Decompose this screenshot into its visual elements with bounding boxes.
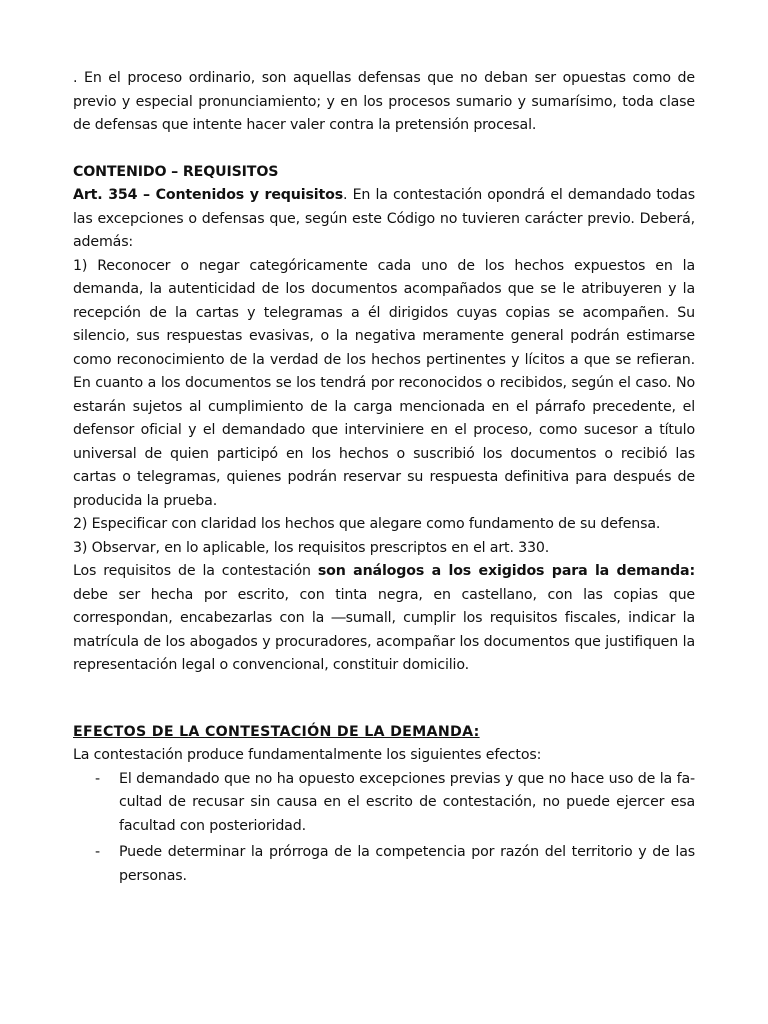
- bullet-dash: -: [95, 770, 100, 787]
- bullet-dash: -: [95, 844, 100, 860]
- intro-paragraph: . En el proceso ordinario, son aquellas defensas que no deban ser opuestas como de previo y especial pronunciamiento; y en los procesos sumario y sumarísimo, toda clase de defensas que intente hacer valer contra la pretensión procesal.: [73, 70, 695, 133]
- list-item-text: El demandado que no ha opuesto excepciones previas y que no hace uso de la fa-cultad de recusar sin causa en el escrito de contestación, no puede ejercer esa facultad con posterioridad.: [119, 770, 695, 834]
- list-item: [73, 841, 695, 888]
- section-efectos: [73, 721, 695, 889]
- list-item: [73, 768, 695, 839]
- article-354-text: . En la contestación opondrá el demandado todas las excepciones o defensas que, según este Código no tuvieren carácter previo. Deberá, además:: [73, 187, 695, 250]
- requirement-item-1: 1) Reconocer o negar categóricamente cada uno de los hechos expuestos en la demanda, la autenticidad de los documentos acompañados que se le atribuyeren y la recepción de la cartas y telegramas a él dirigidos cuyas copias se acompañen. Su silencio, sus respuestas evasivas, o la negativa meramente general podrán estimarse como reconocimiento de la verdad de los hechos pertinentes y lícitos a que se refieran. En cuanto a los documentos se los tendrá por reconocidos o recibidos, según el caso. No estarán sujetos al cumplimiento de la carga mencionada en el párrafo precedente, el defensor oficial y el demandado que interviniere en el proceso, como sucesor a título universal de quien participó en los hechos o suscribió los documentos o recibió las cartas o telegramas, quienes podrán reservar su respuesta definitiva para después de producida la prueba.: [73, 257, 695, 509]
- list-item-text: Puede determinar la prórroga de la competencia por razón del territorio y de las personas.: [119, 844, 695, 884]
- requirement-item-3: 3) Observar, en lo aplicable, los requisitos prescriptos en el art. 330.: [73, 539, 550, 556]
- section-contenido-requisitos: [73, 161, 695, 678]
- requirements-bold: son análogos a los exigidos para la demanda:: [317, 563, 695, 579]
- section-heading-contenido: CONTENIDO – REQUISITOS: [73, 163, 279, 180]
- document-page: [73, 67, 695, 888]
- requirements-suffix: debe ser hecha por escrito, con tinta negra, en castellano, con las copias que correspondan, encabezarlas con la ―sumall, cumplir los requisitos fiscales, indicar la matrícula de los abogados y procuradores, acompañar los documentos que justifiquen la representación legal o convencional, constituir domicilio.: [73, 586, 695, 673]
- efectos-intro: La contestación produce fundamentalmente los siguientes efectos:: [73, 747, 542, 763]
- article-354-label: Art. 354 – Contenidos y requisitos: [73, 187, 343, 203]
- requirements-prefix: Los requisitos de la contestación: [73, 563, 318, 579]
- efectos-list: [73, 768, 695, 889]
- requirements-paragraph: [73, 560, 695, 678]
- section-heading-efectos: EFECTOS DE LA CONTESTACIÓN DE LA DEMANDA:: [73, 723, 480, 740]
- article-354-paragraph: [73, 184, 695, 255]
- requirement-item-2: 2) Especificar con claridad los hechos que alegare como fundamento de su defensa.: [73, 516, 661, 532]
